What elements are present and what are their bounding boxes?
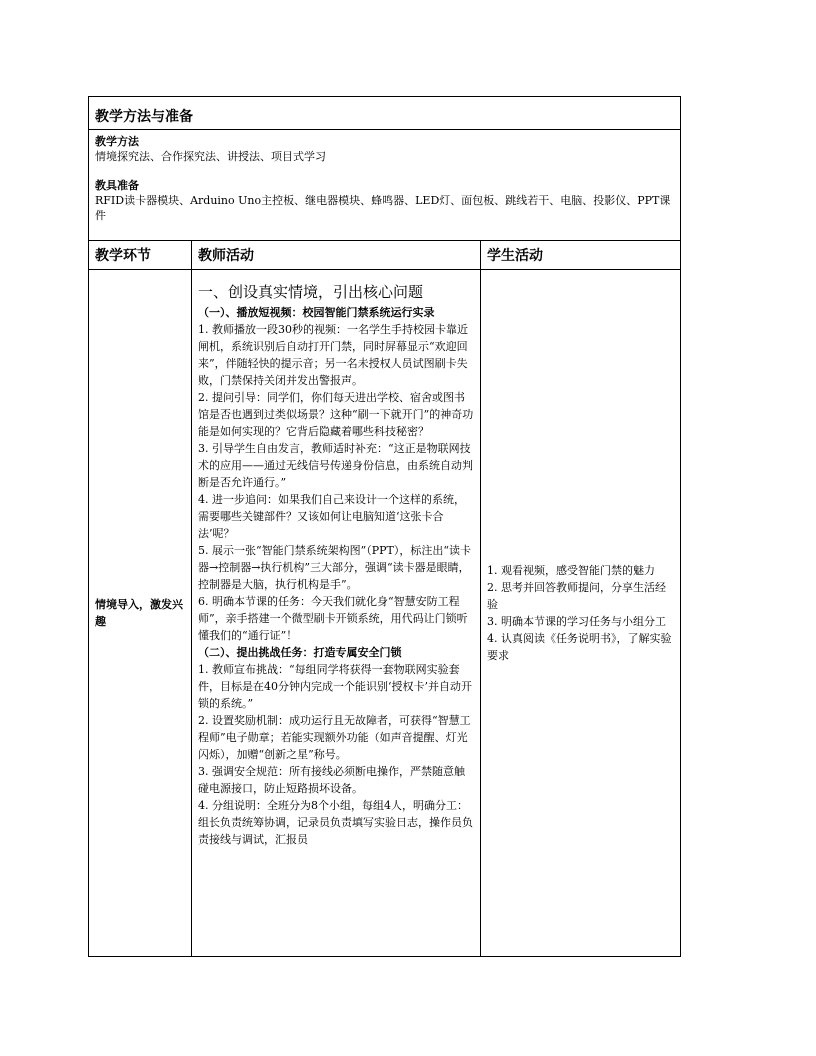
student-cell — [481, 270, 681, 957]
tools-label: 教具准备 — [95, 179, 139, 192]
methods-title-band — [89, 97, 680, 130]
section-title: 教学方法与准备 — [95, 109, 193, 125]
teacher-item: 5. 展示一张“智能门禁系统架构图”（PPT），标注出“读卡器→控制器→执行机构”三大部分，强调“读卡器是眼睛，控制器是大脑，执行机构是手”。 — [198, 544, 472, 591]
phase-cell — [89, 270, 192, 957]
teacher-item: 4. 进一步追问：如果我们自己来设计一个这样的系统，需要哪些关键部件？又该如何让电脑知道‘这张卡合法’呢？ — [198, 493, 465, 540]
teacher-item: 3. 引导学生自由发言，教师适时补充：“这正是物联网技术的应用——通过无线信号传递身份信息，由系统自动判断是否允许通行。” — [198, 442, 473, 489]
lesson-plan-table — [88, 96, 681, 957]
blank-line — [95, 164, 674, 178]
header-teacher: 教师活动 — [192, 241, 481, 270]
student-item: 1. 观看视频，感受智能门禁的魅力 — [487, 564, 655, 577]
header-row — [89, 241, 681, 270]
methods-body — [89, 130, 680, 223]
methods-text: 情境探究法、合作探究法、讲授法、项目式学习 — [95, 150, 326, 163]
teacher-item: 1. 教师宣布挑战：“每组同学将获得一套物联网实验套件，目标是在40分钟内完成一个能识别‘授权卡’并自动开锁的系统。” — [198, 663, 472, 710]
activity-row — [89, 270, 681, 957]
teacher-item: 4. 分组说明：全班分为8个小组，每组4人，明确分工：组长负责统筹协调，记录员负责填写实验日志，操作员负责接线与调试，汇报员 — [198, 799, 473, 846]
phase-label: 情境导入，激发兴趣 — [95, 598, 183, 628]
methods-cell — [89, 97, 681, 241]
teacher-cell — [192, 270, 481, 957]
tools-text: RFID读卡器模块、Arduino Uno主控板、继电器模块、蜂鸣器、LED灯、面包板、跳线若干、电脑、投影仪、PPT课件 — [95, 194, 671, 222]
student-item: 3. 明确本节课的学习任务与小组分工 — [487, 615, 666, 628]
methods-row — [89, 97, 681, 241]
teacher-item: 3. 强调安全规范：所有接线必须断电操作，严禁随意触碰电源接口，防止短路损坏设备。 — [198, 765, 465, 795]
methods-label: 教学方法 — [95, 135, 139, 148]
student-item: 2. 思考并回答教师提问，分享生活经验 — [487, 581, 666, 611]
sub-heading-2: （二）、提出挑战任务：打造专属安全门锁 — [198, 646, 402, 659]
part-heading: 一、创设真实情境，引出核心问题 — [198, 283, 424, 301]
header-student: 学生活动 — [481, 241, 681, 270]
teacher-item: 2. 提问引导：同学们，你们每天进出学校、宿舍或图书馆是否也遇到过类似场景？这种“刷一下就开门”的神奇功能是如何实现的？它背后隐藏着哪些科技秘密？ — [198, 391, 474, 438]
teacher-content — [198, 282, 474, 942]
teacher-item: 6. 明确本节课的任务：今天我们就化身“智慧安防工程师”，亲手搭建一个微型刷卡开锁系统，用代码让门锁听懂我们的“通行证”！ — [198, 595, 468, 642]
teacher-item: 1. 教师播放一段30秒的视频：一名学生手持校园卡靠近闸机，系统识别后自动打开门禁，同时屏幕显示“欢迎回来”，伴随轻快的提示音；另一名未授权人员试图刷卡失败，门禁保持关闭并发出警报声。 — [198, 323, 468, 387]
student-item: 4. 认真阅读《任务说明书》，了解实验要求 — [487, 632, 672, 662]
teacher-item: 2. 设置奖励机制：成功运行且无故障者，可获得“智慧工程师”电子勋章；若能实现额外功能（如声音提醒、灯光闪烁），加赠“创新之星”称号。 — [198, 714, 471, 761]
header-phase: 教学环节 — [89, 241, 192, 270]
sub-heading-1: （一）、播放短视频：校园智能门禁系统运行实录 — [198, 306, 435, 319]
